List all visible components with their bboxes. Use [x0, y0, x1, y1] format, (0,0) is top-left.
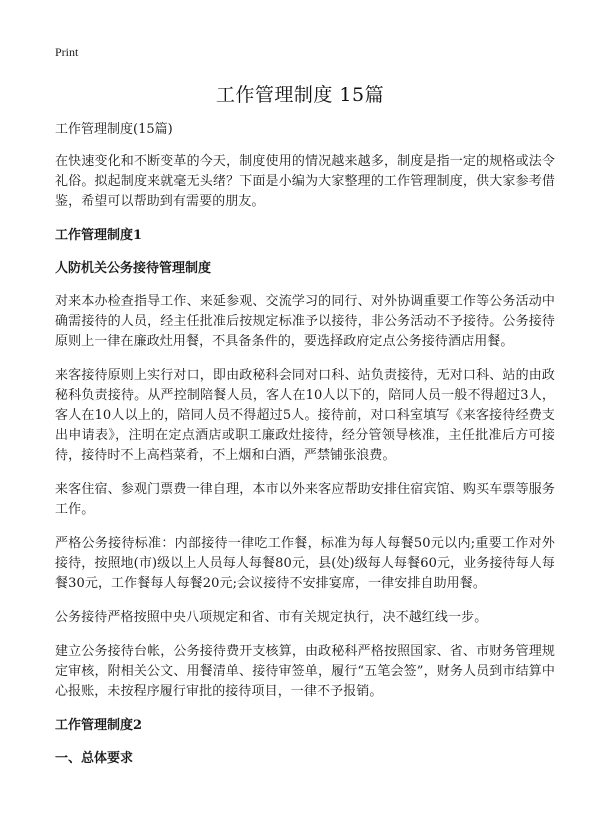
- document-subtitle: 工作管理制度(15篇): [55, 122, 173, 137]
- body-paragraph: 严格公务接待标准：内部接待一律吃工作餐，标准为每人每餐50元以内;重要工作对外接待，按照地(市)级以上人员每人每餐80元，县(处)级每人每餐60元，业务接待每人每餐30元，工作餐每人每餐20元;会议接待不安排宴席，一律安排自助用餐。: [55, 536, 555, 591]
- document-title: 工作管理制度 15篇: [215, 84, 385, 106]
- document-body: [55, 120, 555, 782]
- body-paragraph: 公务接待严格按照中央八项规定和省、市有关规定执行，决不越红线一步。: [55, 610, 488, 625]
- section-heading-2: 工作管理制度2: [55, 718, 143, 733]
- body-paragraph: 来客接待原则上实行对口，即由政秘科会同对口科、站负责接待，无对口科、站的由政秘科负责接待。从严控制陪餐人员，客人在10人以下的，陪同人员一般不得超过3人，客人在10人以上的，陪同人员不得超过5人。接待前，对口科室填写《来客接待经费支出申请表》，注明在定点酒店或职工廉政灶接待，经分管领导核准，主任批准后方可接待，接待时不上高档菜肴，不上烟和白酒，严禁铺张浪费。: [55, 368, 555, 463]
- section-subheading-2: 一、总体要求: [55, 751, 134, 766]
- section-subheading-1: 人防机关公务接待管理制度: [55, 261, 212, 276]
- body-paragraph: 来客住宿、参观门票费一律自理，本市以外来客应帮助安排住宿宾馆、购买车票等服务工作。: [55, 482, 555, 517]
- print-link[interactable]: Print: [55, 45, 79, 59]
- body-paragraph: 对来本办检查指导工作、来延参观、交流学习的同行、对外协调重要工作等公务活动中确需接待的人员，经主任批准后按规定标准予以接待，非公务活动不予接待。公务接待原则上一律在廉政灶用餐，不具备条件的，要选择政府定点公务接待酒店用餐。: [55, 294, 555, 349]
- body-paragraph: 建立公务接待台帐，公务接待费开支核算，由政秘科严格按照国家、省、市财务管理规定审核，附相关公文、用餐清单、接待审签单，履行“五笔会签”，财务人员到市结算中心报账，未按程序履行审批的接待项目，一律不予报销。: [55, 644, 555, 699]
- intro-paragraph: 在快速变化和不断变革的今天，制度使用的情况越来越多，制度是指一定的规格或法令礼俗。拟起制度来就毫无头绪？下面是小编为大家整理的工作管理制度，供大家参考借鉴，希望可以帮助到有需要的朋友。: [55, 154, 555, 209]
- section-heading-1: 工作管理制度1: [55, 228, 143, 243]
